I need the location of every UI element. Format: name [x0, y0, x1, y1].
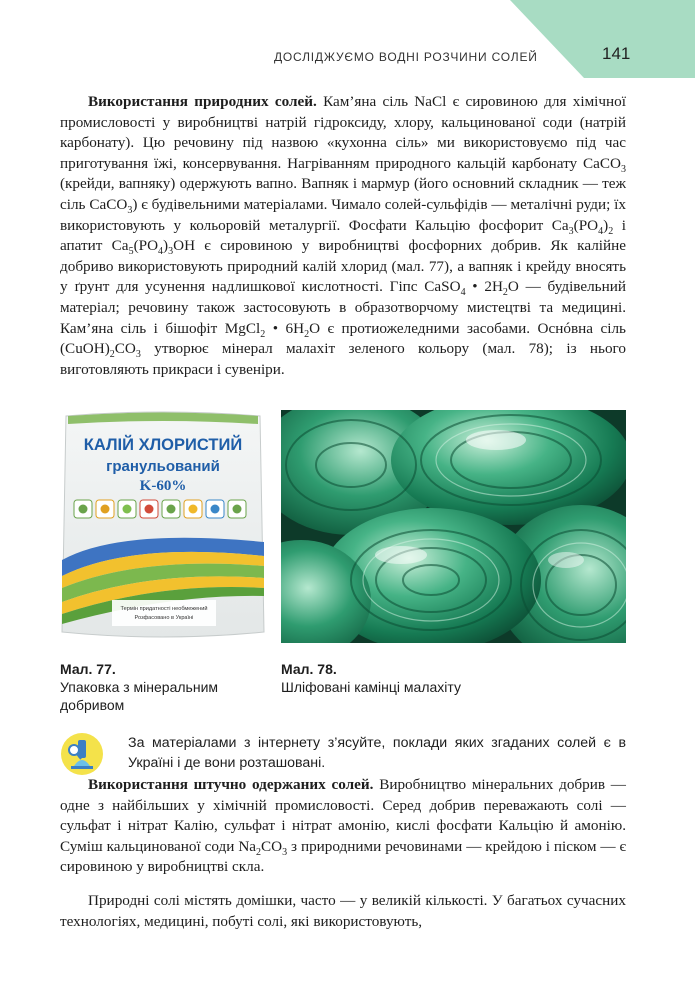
subscript: 3 [127, 205, 133, 216]
paragraph-body [60, 92, 626, 380]
text-run: • 2H [465, 278, 503, 296]
subscript: 4 [158, 246, 164, 258]
task-text: За матеріалами з інтернету з’ясуйте, поклади яких згаданих солей є в Україні і де вони розташовані. [128, 735, 626, 771]
paragraph-heading: Використання природних солей. [88, 93, 317, 110]
text-run: • 6H [265, 319, 305, 337]
text-run: (PO [573, 216, 599, 234]
text-run: ) [603, 216, 609, 234]
fertilizer-bag-illustration [60, 410, 266, 644]
subscript: 4 [460, 287, 466, 299]
caption-number: Мал. 78. [281, 661, 337, 677]
paragraph-heading: Використання штучно одержаних солей. [88, 776, 374, 793]
caption-text: Шліфовані камінці малахіту [281, 679, 461, 695]
malachite-illustration [281, 410, 626, 643]
text-run: CO [114, 340, 136, 358]
text-run: (крейди, вапняку) одержують вапно. Вапняк і мармур (його основний складник — теж сіль CaCO [60, 175, 626, 213]
paragraph-body: Природні солі містять домішки, часто — у великій кількості. У багатьох сучасних технологіях, медицині, побуті солі, які використовують, [60, 892, 626, 930]
caption-number: Мал. 77. [60, 661, 116, 677]
paragraph-synthetic-salts [60, 775, 626, 878]
text-run: CO [261, 837, 283, 855]
figure-78-caption [281, 660, 581, 696]
subscript: 3 [568, 225, 574, 237]
bag-small-text: Термін придатності необмежений [120, 606, 208, 612]
subscript: 2 [304, 328, 310, 340]
subscript: 3 [621, 163, 626, 175]
bag-grade: K-60% [139, 478, 187, 494]
subscript: 3 [168, 246, 174, 258]
bag-subtitle: гранульований [106, 458, 220, 475]
fertilizer-bag-image [60, 410, 266, 644]
text-run: (PO [133, 237, 159, 255]
corner-decoration [510, 0, 695, 78]
text-run: ) є будівельними матеріалами. Чимало солей-сульфідів — металічні руди; їх використовують у кольоровій металургії. Фосфати Кальцію фосфорит Ca [60, 195, 627, 234]
research-icon [60, 732, 104, 776]
subscript: 4 [598, 225, 604, 237]
subscript: 2 [109, 349, 115, 361]
text-run: і апатит Ca [60, 216, 626, 255]
subscript: 2 [608, 225, 614, 237]
subscript: 3 [135, 349, 141, 361]
subscript: 2 [260, 328, 266, 340]
bag-title: КАЛІЙ ХЛОРИСТИЙ [83, 436, 243, 454]
subscript: 2 [256, 846, 262, 858]
malachite-image [281, 410, 626, 643]
figure-77-caption [60, 660, 270, 714]
text-run: Виробництво мінеральних добрив — одне з найбільших у хімічній промисловості. Серед добрив переважають солі — сульфат і нітрат Калію, сульфат і нітрат амонію, кислі фосфати Кальцію й амонію. Суміш кальцинованої соди Na [60, 776, 626, 855]
bag-small-text: Розфасовано в Україні [134, 615, 194, 621]
caption-text: Упаковка з мінеральним добривом [60, 679, 219, 713]
subscript: 5 [128, 246, 134, 258]
text-run: OH є сировиною у виробництві фосфорних добрив. Як калійне добриво використовують природний калій хлорид (мал. 77), а вапняк і крейду вносять у ґрунт для усунення надлишкової кислотності. Гіпс CaSO [60, 237, 626, 296]
running-head: ДОСЛІДЖУЄМО ВОДНІ РОЗЧИНИ СОЛЕЙ [274, 50, 538, 64]
paragraph-natural-salts [60, 92, 626, 380]
text-run: ) [163, 237, 169, 255]
paragraph-body [60, 775, 626, 878]
text-run: O — будівельний матеріал; речовину також застосовують в образотворчому мистецтві та медицині. Кам’яна сіль і бішофіт MgCl [60, 278, 626, 337]
subscript: 3 [282, 846, 288, 858]
text-run: Кам’яна сіль NaCl є сировиною для хімічної промисловості у виробництві натрій гідроксиду, хлору, кальцинованої соди (натрій карбонату). Цю речовину під назвою «кухонна сіль» ми використовуємо під час приготування їжі, консервування. Нагріванням природного кальцій карбонату CaCO [60, 93, 626, 172]
paragraph-impurities [60, 891, 626, 932]
text-run: з природними речовинами — крейдою і піском — є сировиною у виробництві скла. [60, 837, 626, 876]
page-number: 141 [602, 44, 631, 63]
subscript: 2 [502, 287, 508, 299]
text-run: O є протиожеледними засобами. Оснóвна сіль (CuOH) [60, 319, 626, 358]
text-run: утворює мінерал малахіт зеленого кольору (мал. 78); із нього виготовляють прикраси і сувеніри. [60, 340, 626, 378]
